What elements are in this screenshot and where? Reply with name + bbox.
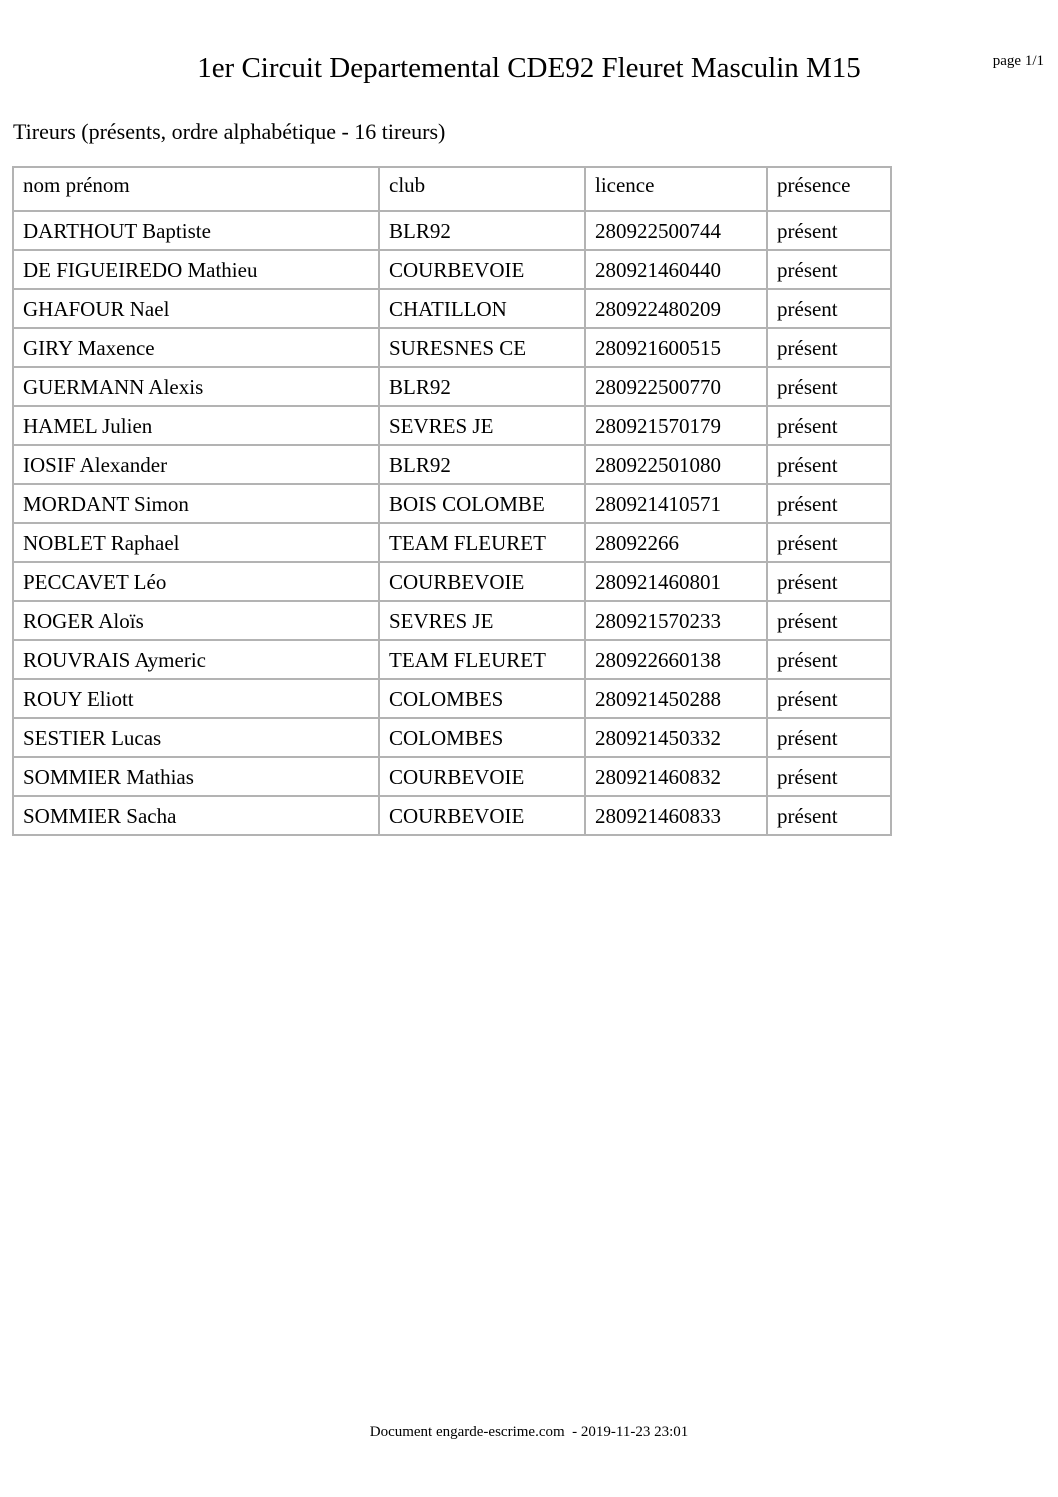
table-row xyxy=(13,250,891,289)
cell-club: COLOMBES xyxy=(379,679,585,718)
fencers-table xyxy=(12,166,892,836)
cell-presence: présent xyxy=(767,406,891,445)
cell-presence: présent xyxy=(767,445,891,484)
cell-club: BOIS COLOMBE xyxy=(379,484,585,523)
cell-name: ROUY Eliott xyxy=(13,679,379,718)
cell-club: TEAM FLEURET xyxy=(379,640,585,679)
table-row xyxy=(13,484,891,523)
cell-licence: 280921570233 xyxy=(585,601,767,640)
column-header-licence: licence xyxy=(585,167,767,211)
cell-name: MORDANT Simon xyxy=(13,484,379,523)
cell-licence: 280922501080 xyxy=(585,445,767,484)
cell-name: HAMEL Julien xyxy=(13,406,379,445)
cell-club: BLR92 xyxy=(379,367,585,406)
cell-presence: présent xyxy=(767,523,891,562)
cell-club: COURBEVOIE xyxy=(379,250,585,289)
cell-name: ROGER Aloïs xyxy=(13,601,379,640)
cell-presence: présent xyxy=(767,679,891,718)
cell-club: SEVRES JE xyxy=(379,406,585,445)
table-row xyxy=(13,796,891,835)
cell-licence: 280922500744 xyxy=(585,211,767,250)
cell-name: SOMMIER Mathias xyxy=(13,757,379,796)
cell-licence: 280922660138 xyxy=(585,640,767,679)
cell-licence: 280921450288 xyxy=(585,679,767,718)
cell-club: COLOMBES xyxy=(379,718,585,757)
cell-presence: présent xyxy=(767,328,891,367)
column-header-presence: présence xyxy=(767,167,891,211)
cell-presence: présent xyxy=(767,484,891,523)
cell-club: COURBEVOIE xyxy=(379,796,585,835)
cell-name: GHAFOUR Nael xyxy=(13,289,379,328)
cell-presence: présent xyxy=(767,367,891,406)
cell-licence: 280921410571 xyxy=(585,484,767,523)
table-row xyxy=(13,445,891,484)
table-row xyxy=(13,328,891,367)
table-row xyxy=(13,562,891,601)
table-row xyxy=(13,523,891,562)
cell-name: GUERMANN Alexis xyxy=(13,367,379,406)
cell-presence: présent xyxy=(767,562,891,601)
cell-name: SOMMIER Sacha xyxy=(13,796,379,835)
table-row xyxy=(13,757,891,796)
table-row xyxy=(13,718,891,757)
column-header-club: club xyxy=(379,167,585,211)
cell-name: IOSIF Alexander xyxy=(13,445,379,484)
cell-licence: 280922480209 xyxy=(585,289,767,328)
cell-licence: 280921460832 xyxy=(585,757,767,796)
cell-licence: 280922500770 xyxy=(585,367,767,406)
cell-presence: présent xyxy=(767,796,891,835)
cell-name: ROUVRAIS Aymeric xyxy=(13,640,379,679)
cell-club: COURBEVOIE xyxy=(379,757,585,796)
footer: Document engarde-escrime.com - 2019-11-23 23:01 xyxy=(369,1424,689,1440)
cell-licence: 28092266 xyxy=(585,523,767,562)
cell-licence: 280921450332 xyxy=(585,718,767,757)
table-row xyxy=(13,367,891,406)
cell-presence: présent xyxy=(767,640,891,679)
cell-presence: présent xyxy=(767,250,891,289)
cell-name: DE FIGUEIREDO Mathieu xyxy=(13,250,379,289)
table-header-row xyxy=(13,167,891,211)
cell-licence: 280921600515 xyxy=(585,328,767,367)
cell-licence: 280921460833 xyxy=(585,796,767,835)
cell-name: GIRY Maxence xyxy=(13,328,379,367)
table-row xyxy=(13,211,891,250)
cell-name: NOBLET Raphael xyxy=(13,523,379,562)
cell-presence: présent xyxy=(767,211,891,250)
cell-club: TEAM FLEURET xyxy=(379,523,585,562)
cell-presence: présent xyxy=(767,718,891,757)
cell-name: PECCAVET Léo xyxy=(13,562,379,601)
cell-presence: présent xyxy=(767,289,891,328)
table-row xyxy=(13,406,891,445)
cell-presence: présent xyxy=(767,757,891,796)
cell-club: BLR92 xyxy=(379,211,585,250)
cell-club: COURBEVOIE xyxy=(379,562,585,601)
cell-licence: 280921460440 xyxy=(585,250,767,289)
table-row xyxy=(13,601,891,640)
column-header-name: nom prénom xyxy=(13,167,379,211)
cell-club: CHATILLON xyxy=(379,289,585,328)
table-row xyxy=(13,289,891,328)
cell-name: DARTHOUT Baptiste xyxy=(13,211,379,250)
cell-name: SESTIER Lucas xyxy=(13,718,379,757)
page-title: 1er Circuit Departemental CDE92 Fleuret Masculin M15 xyxy=(197,52,861,84)
cell-club: BLR92 xyxy=(379,445,585,484)
cell-club: SEVRES JE xyxy=(379,601,585,640)
section-title: Tireurs (présents, ordre alphabétique - 16 tireurs) xyxy=(13,119,446,144)
cell-licence: 280921460801 xyxy=(585,562,767,601)
cell-licence: 280921570179 xyxy=(585,406,767,445)
cell-club: SURESNES CE xyxy=(379,328,585,367)
cell-presence: présent xyxy=(767,601,891,640)
table-row xyxy=(13,640,891,679)
page-number: page 1/1 xyxy=(992,53,1044,69)
table-row xyxy=(13,679,891,718)
